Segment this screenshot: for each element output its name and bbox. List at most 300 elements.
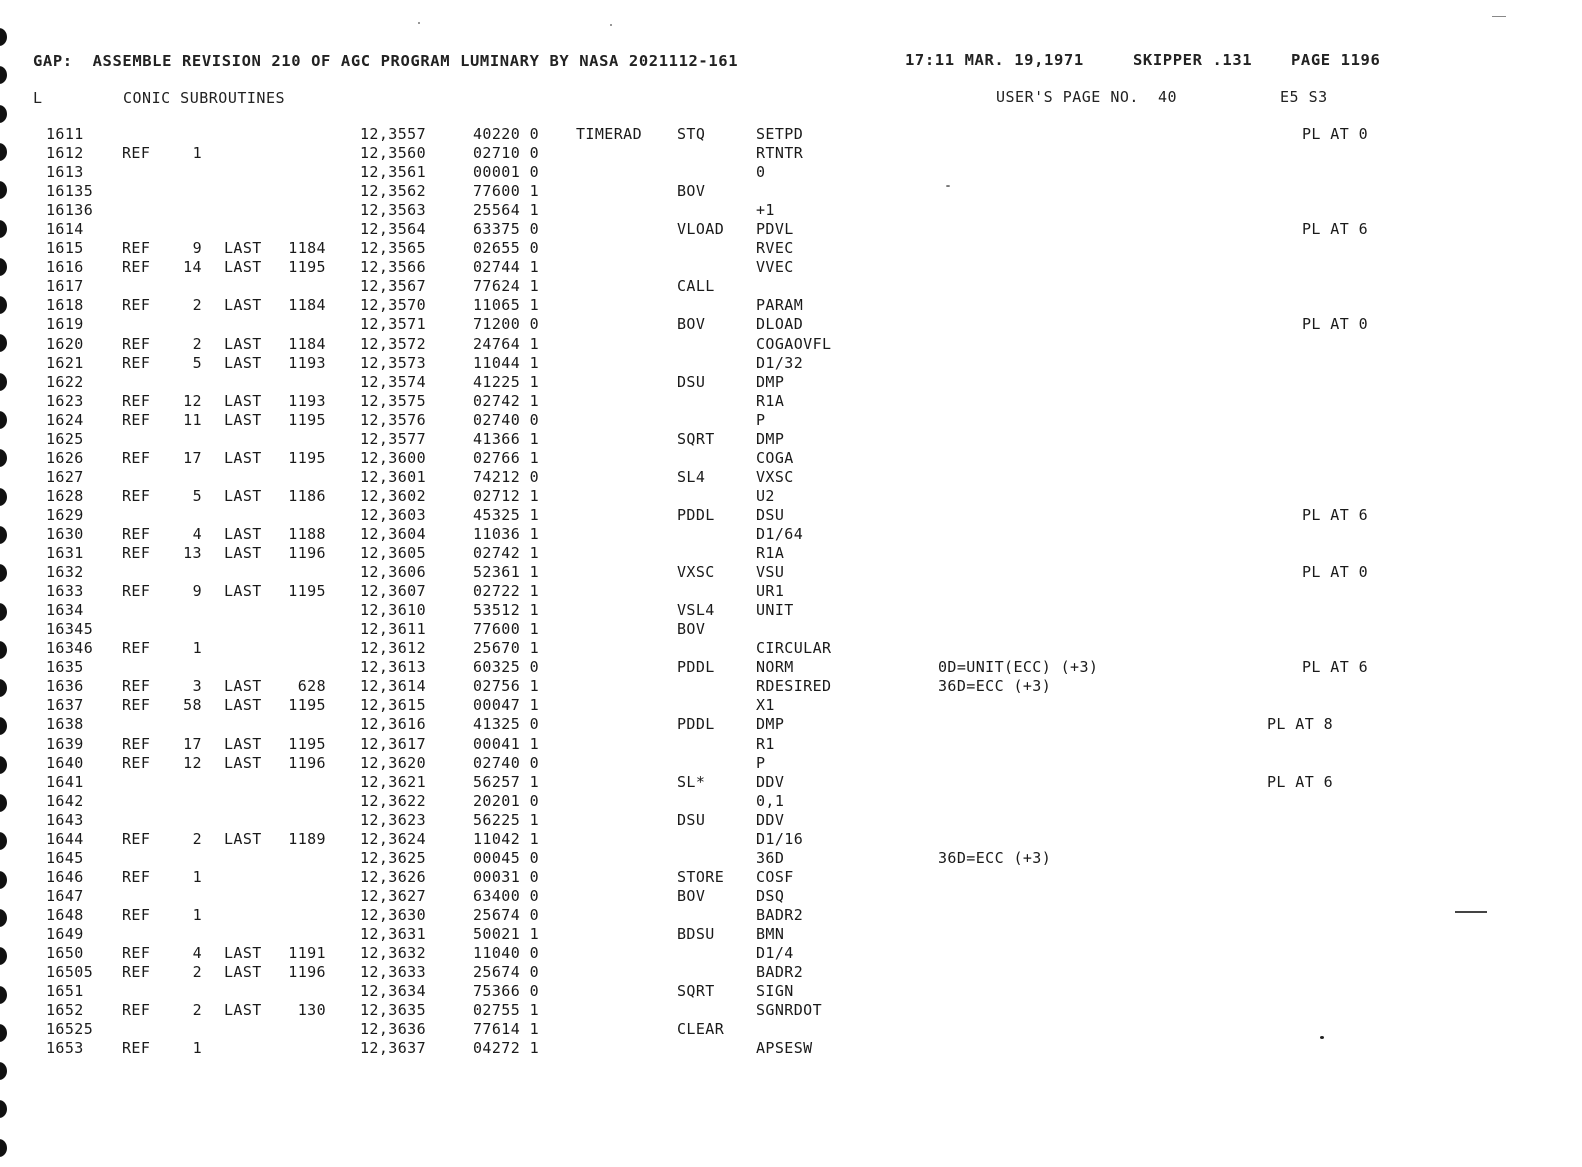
ref-keyword: REF [122, 867, 151, 886]
listing-table [0, 125, 1582, 1058]
line-number: 1635 [46, 658, 84, 677]
operand: UR1 [756, 582, 785, 601]
listing-row [0, 792, 1582, 811]
ref-count: 5 [192, 486, 202, 505]
opcode: VXSC [677, 563, 715, 582]
operand: X1 [756, 696, 775, 715]
operand: SGNRDOT [756, 1001, 823, 1020]
address: 12,3634 [360, 982, 427, 1001]
opcode: SQRT [677, 429, 715, 448]
address: 12,3575 [360, 391, 427, 410]
octal-word: 25564 1 [473, 201, 540, 220]
opcode: DSU [677, 810, 706, 829]
address: 12,3613 [360, 658, 427, 677]
ref-count: 4 [192, 524, 202, 543]
last-keyword: LAST [224, 753, 262, 772]
line-number: 1624 [46, 410, 84, 429]
operand: DMP [756, 715, 785, 734]
listing-row [0, 525, 1582, 544]
last-keyword: LAST [224, 944, 262, 963]
address: 12,3616 [360, 715, 427, 734]
last-page: 1195 [288, 258, 326, 277]
octal-word: 75366 0 [473, 982, 540, 1001]
address: 12,3574 [360, 372, 427, 391]
opcode: BOV [677, 886, 706, 905]
listing-row [0, 239, 1582, 258]
line-number: 1652 [46, 1001, 84, 1020]
listing-row [0, 201, 1582, 220]
line-number: 1643 [46, 810, 84, 829]
user-page-number: USER'S PAGE NO. 40 [996, 88, 1178, 106]
line-number: 1648 [46, 905, 84, 924]
octal-word: 41325 0 [473, 715, 540, 734]
scan-speck [418, 22, 420, 24]
listing-row [0, 373, 1582, 392]
address: 12,3614 [360, 677, 427, 696]
line-number: 1625 [46, 429, 84, 448]
listing-row [0, 582, 1582, 601]
listing-row [0, 754, 1582, 773]
listing-row [0, 620, 1582, 639]
address: 12,3632 [360, 944, 427, 963]
ref-count: 1 [192, 867, 202, 886]
listing-row [0, 1001, 1582, 1020]
opcode: VLOAD [677, 220, 725, 239]
listing-row [0, 830, 1582, 849]
listing-row [0, 563, 1582, 582]
operand: D1/64 [756, 524, 804, 543]
octal-word: 40220 0 [473, 125, 540, 143]
address: 12,3633 [360, 963, 427, 982]
operand: BADR2 [756, 963, 804, 982]
octal-word: 50021 1 [473, 924, 540, 943]
ref-count: 12 [183, 391, 202, 410]
octal-word: 00045 0 [473, 848, 540, 867]
last-page: 1184 [288, 296, 326, 315]
last-page: 628 [297, 677, 326, 696]
address: 12,3637 [360, 1039, 427, 1058]
header-title: GAP: ASSEMBLE REVISION 210 OF AGC PROGRAM LUMINARY BY NASA 2021112-161 [33, 52, 739, 70]
last-keyword: LAST [224, 353, 262, 372]
listing-row [0, 601, 1582, 620]
ref-count: 17 [183, 734, 202, 753]
octal-word: 41366 1 [473, 429, 540, 448]
last-page: 130 [297, 1001, 326, 1020]
operand: 0,1 [756, 791, 785, 810]
last-keyword: LAST [224, 334, 262, 353]
last-page: 1195 [288, 410, 326, 429]
ref-keyword: REF [122, 334, 151, 353]
address: 12,3605 [360, 544, 427, 563]
address: 12,3606 [360, 563, 427, 582]
octal-word: 02712 1 [473, 486, 540, 505]
line-number: 1650 [46, 944, 84, 963]
ref-count: 11 [183, 410, 202, 429]
address: 12,3561 [360, 163, 427, 182]
listing-row [0, 392, 1582, 411]
operand: D1/32 [756, 353, 804, 372]
octal-word: 02710 0 [473, 144, 540, 163]
address: 12,3612 [360, 639, 427, 658]
listing-row [0, 735, 1582, 754]
ref-keyword: REF [122, 734, 151, 753]
octal-word: 02742 1 [473, 391, 540, 410]
last-keyword: LAST [224, 448, 262, 467]
last-page: 1191 [288, 944, 326, 963]
opcode: CALL [677, 277, 715, 296]
header-timestamp: 17:11 MAR. 19,1971 [905, 51, 1084, 69]
ref-count: 12 [183, 753, 202, 772]
ref-count: 1 [192, 1039, 202, 1058]
listing-row [0, 354, 1582, 373]
operand: VVEC [756, 258, 794, 277]
header-page: PAGE 1196 [1291, 51, 1381, 69]
last-page: 1186 [288, 486, 326, 505]
octal-word: 24764 1 [473, 334, 540, 353]
tractor-hole [0, 28, 7, 46]
opcode: BOV [677, 182, 706, 201]
comment: 0D=UNIT(ECC) (+3) [938, 658, 1099, 677]
ref-keyword: REF [122, 944, 151, 963]
operand: VXSC [756, 467, 794, 486]
operand: R1A [756, 544, 785, 563]
header-skipper: SKIPPER .131 [1133, 51, 1253, 69]
line-number: 1632 [46, 563, 84, 582]
octal-word: 56225 1 [473, 810, 540, 829]
section-title: CONIC SUBROUTINES [123, 89, 286, 107]
operand: DDV [756, 772, 785, 791]
ref-keyword: REF [122, 144, 151, 163]
ref-count: 58 [183, 696, 202, 715]
opcode: STQ [677, 125, 706, 143]
address: 12,3611 [360, 620, 427, 639]
last-keyword: LAST [224, 296, 262, 315]
operand: D1/4 [756, 944, 794, 963]
ref-keyword: REF [122, 639, 151, 658]
octal-word: 00041 1 [473, 734, 540, 753]
last-page: 1188 [288, 524, 326, 543]
listing-row [0, 144, 1582, 163]
listing-row [0, 544, 1582, 563]
ref-count: 14 [183, 258, 202, 277]
line-number: 1631 [46, 544, 84, 563]
ref-keyword: REF [122, 1001, 151, 1020]
address: 12,3600 [360, 448, 427, 467]
ref-count: 1 [192, 639, 202, 658]
ref-keyword: REF [122, 258, 151, 277]
last-keyword: LAST [224, 524, 262, 543]
line-number: 1615 [46, 239, 84, 258]
address: 12,3573 [360, 353, 427, 372]
address: 12,3564 [360, 220, 427, 239]
operand: SIGN [756, 982, 794, 1001]
octal-word: 11036 1 [473, 524, 540, 543]
octal-word: 02756 1 [473, 677, 540, 696]
address: 12,3557 [360, 125, 427, 143]
last-page: 1196 [288, 963, 326, 982]
listing-row [0, 125, 1582, 144]
address: 12,3610 [360, 601, 427, 620]
opcode: SL* [677, 772, 706, 791]
operand: NORM [756, 658, 794, 677]
line-number: 1642 [46, 791, 84, 810]
operand: RVEC [756, 239, 794, 258]
listing-row [0, 868, 1582, 887]
line-number: 16346 [46, 639, 94, 658]
listing-row [0, 944, 1582, 963]
last-page: 1195 [288, 696, 326, 715]
last-keyword: LAST [224, 1001, 262, 1020]
operand: PDVL [756, 220, 794, 239]
octal-word: 74212 0 [473, 467, 540, 486]
octal-word: 11042 1 [473, 829, 540, 848]
ref-count: 2 [192, 296, 202, 315]
operand: BADR2 [756, 905, 804, 924]
listing-row [0, 849, 1582, 868]
comment: 36D=ECC (+3) [938, 848, 1052, 867]
listing-row [0, 506, 1582, 525]
ref-keyword: REF [122, 410, 151, 429]
line-number: 16345 [46, 620, 94, 639]
operand: CIRCULAR [756, 639, 832, 658]
octal-word: 56257 1 [473, 772, 540, 791]
ref-keyword: REF [122, 1039, 151, 1058]
operand: DLOAD [756, 315, 804, 334]
tractor-hole [0, 1062, 7, 1080]
last-keyword: LAST [224, 696, 262, 715]
listing-row [0, 163, 1582, 182]
opcode: SL4 [677, 467, 706, 486]
ref-keyword: REF [122, 582, 151, 601]
ref-count: 2 [192, 963, 202, 982]
octal-word: 20201 0 [473, 791, 540, 810]
octal-word: 00047 1 [473, 696, 540, 715]
listing-row [0, 296, 1582, 315]
last-keyword: LAST [224, 734, 262, 753]
octal-word: 11040 0 [473, 944, 540, 963]
line-number: 1641 [46, 772, 84, 791]
ref-keyword: REF [122, 753, 151, 772]
line-number: 1620 [46, 334, 84, 353]
address: 12,3567 [360, 277, 427, 296]
line-number: 1634 [46, 601, 84, 620]
line-number: 1644 [46, 829, 84, 848]
octal-word: 25674 0 [473, 905, 540, 924]
address: 12,3560 [360, 144, 427, 163]
opcode: PDDL [677, 505, 715, 524]
ref-count: 9 [192, 582, 202, 601]
ref-count: 17 [183, 448, 202, 467]
line-number: 1630 [46, 524, 84, 543]
listing-row [0, 487, 1582, 506]
ref-keyword: REF [122, 544, 151, 563]
listing-row [0, 411, 1582, 430]
pushdown-note: PL AT 6 [1302, 658, 1369, 677]
last-keyword: LAST [224, 391, 262, 410]
listing-row [0, 639, 1582, 658]
line-number: 1651 [46, 982, 84, 1001]
operand: DMP [756, 429, 785, 448]
ref-count: 9 [192, 239, 202, 258]
last-page: 1189 [288, 829, 326, 848]
line-number: 1649 [46, 924, 84, 943]
ref-keyword: REF [122, 677, 151, 696]
octal-word: 41225 1 [473, 372, 540, 391]
ref-keyword: REF [122, 239, 151, 258]
listing-row [0, 963, 1582, 982]
listing-row [0, 335, 1582, 354]
listing-row [0, 696, 1582, 715]
last-page: 1193 [288, 391, 326, 410]
opcode: DSU [677, 372, 706, 391]
pushdown-note: PL AT 0 [1302, 315, 1369, 334]
address: 12,3623 [360, 810, 427, 829]
ref-count: 1 [192, 905, 202, 924]
operand: 36D [756, 848, 785, 867]
octal-word: 02655 0 [473, 239, 540, 258]
address: 12,3622 [360, 791, 427, 810]
pushdown-note: PL AT 0 [1302, 125, 1369, 143]
pushdown-note: PL AT 6 [1302, 220, 1369, 239]
scan-speck [610, 24, 612, 26]
last-keyword: LAST [224, 582, 262, 601]
octal-word: 63375 0 [473, 220, 540, 239]
line-number: 1633 [46, 582, 84, 601]
line-number: 1636 [46, 677, 84, 696]
operand: +1 [756, 201, 775, 220]
octal-word: 11065 1 [473, 296, 540, 315]
ref-keyword: REF [122, 696, 151, 715]
last-keyword: LAST [224, 963, 262, 982]
octal-word: 77600 1 [473, 182, 540, 201]
listing-row [0, 1039, 1582, 1058]
ref-count: 3 [192, 677, 202, 696]
last-keyword: LAST [224, 677, 262, 696]
listing-row [0, 277, 1582, 296]
line-number: 1638 [46, 715, 84, 734]
line-number: 16136 [46, 201, 94, 220]
address: 12,3562 [360, 182, 427, 201]
address: 12,3566 [360, 258, 427, 277]
line-number: 1611 [46, 125, 84, 143]
opcode: CLEAR [677, 1020, 725, 1039]
line-number: 1621 [46, 353, 84, 372]
listing-row [0, 430, 1582, 449]
address: 12,3626 [360, 867, 427, 886]
last-page: 1195 [288, 734, 326, 753]
octal-word: 45325 1 [473, 505, 540, 524]
address: 12,3630 [360, 905, 427, 924]
tractor-hole [0, 1100, 7, 1118]
last-keyword: LAST [224, 258, 262, 277]
listing-row [0, 773, 1582, 792]
octal-word: 71200 0 [473, 315, 540, 334]
address: 12,3625 [360, 848, 427, 867]
ref-keyword: REF [122, 353, 151, 372]
opcode: BOV [677, 620, 706, 639]
last-page: 1184 [288, 239, 326, 258]
comment: 36D=ECC (+3) [938, 677, 1052, 696]
ref-count: 2 [192, 334, 202, 353]
opcode: BOV [677, 315, 706, 334]
listing-row [0, 1020, 1582, 1039]
address: 12,3627 [360, 886, 427, 905]
operand: COGAOVFL [756, 334, 832, 353]
ref-count: 13 [183, 544, 202, 563]
address: 12,3624 [360, 829, 427, 848]
listing-row [0, 258, 1582, 277]
tractor-hole [0, 105, 7, 123]
operand: APSESW [756, 1039, 813, 1058]
address: 12,3631 [360, 924, 427, 943]
listing-row [0, 468, 1582, 487]
ref-keyword: REF [122, 963, 151, 982]
last-keyword: LAST [224, 544, 262, 563]
address: 12,3602 [360, 486, 427, 505]
address: 12,3601 [360, 467, 427, 486]
address: 12,3635 [360, 1001, 427, 1020]
line-number: 1647 [46, 886, 84, 905]
opcode: SQRT [677, 982, 715, 1001]
listing-row [0, 906, 1582, 925]
operand: RTNTR [756, 144, 804, 163]
octal-word: 25670 1 [473, 639, 540, 658]
operand: DMP [756, 372, 785, 391]
listing-row [0, 982, 1582, 1001]
line-number: 1616 [46, 258, 84, 277]
pushdown-note: PL AT 8 [1267, 715, 1334, 734]
operand: DDV [756, 810, 785, 829]
ref-keyword: REF [122, 486, 151, 505]
octal-word: 04272 1 [473, 1039, 540, 1058]
last-page: 1195 [288, 448, 326, 467]
listing-row [0, 315, 1582, 334]
line-number: 16505 [46, 963, 94, 982]
ref-keyword: REF [122, 829, 151, 848]
octal-word: 02740 0 [473, 753, 540, 772]
line-number: 1614 [46, 220, 84, 239]
octal-word: 02742 1 [473, 544, 540, 563]
ref-count: 1 [192, 144, 202, 163]
listing-row [0, 182, 1582, 201]
address: 12,3617 [360, 734, 427, 753]
address: 12,3565 [360, 239, 427, 258]
ref-keyword: REF [122, 296, 151, 315]
address: 12,3577 [360, 429, 427, 448]
ref-keyword: REF [122, 448, 151, 467]
ref-count: 2 [192, 1001, 202, 1020]
operand: PARAM [756, 296, 804, 315]
address: 12,3604 [360, 524, 427, 543]
operand: DSQ [756, 886, 785, 905]
line-number: 1646 [46, 867, 84, 886]
octal-word: 02740 0 [473, 410, 540, 429]
line-number: 1613 [46, 163, 84, 182]
symbol-label: TIMERAD [576, 125, 643, 143]
operand: R1 [756, 734, 775, 753]
octal-word: 02722 1 [473, 582, 540, 601]
last-keyword: LAST [224, 829, 262, 848]
address: 12,3621 [360, 772, 427, 791]
line-number: 1637 [46, 696, 84, 715]
octal-word: 00001 0 [473, 163, 540, 182]
opcode: STORE [677, 867, 725, 886]
octal-word: 77600 1 [473, 620, 540, 639]
operand: COGA [756, 448, 794, 467]
line-number: 1623 [46, 391, 84, 410]
line-number: 1645 [46, 848, 84, 867]
ref-count: 5 [192, 353, 202, 372]
